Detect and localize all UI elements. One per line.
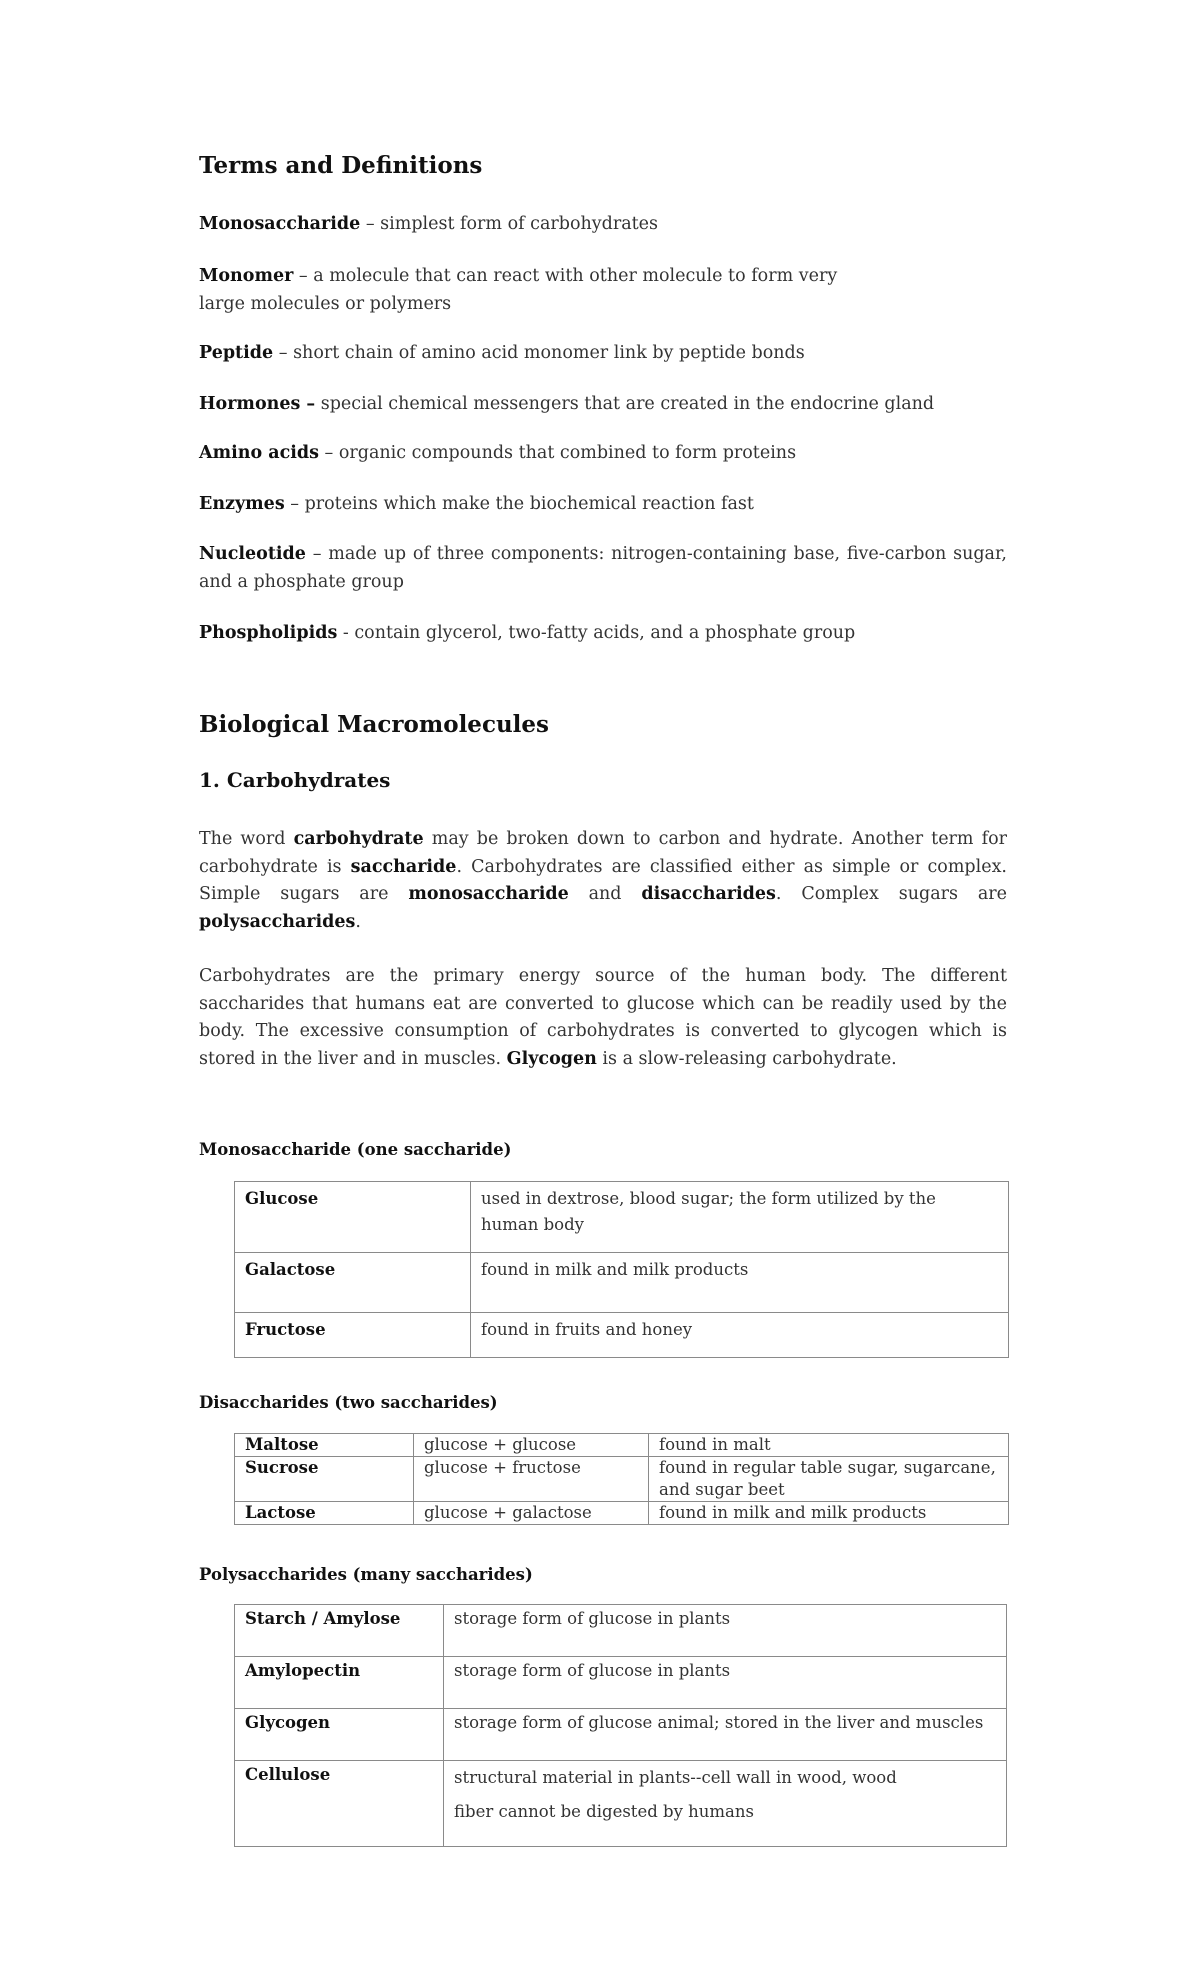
term-definition: organic compounds that combined to form proteins (338, 443, 797, 463)
polysaccharides-table (234, 1604, 1007, 1847)
term-definition: a molecule that can react with other molecule to form very (313, 266, 838, 286)
table-row (235, 1253, 1009, 1313)
table-row (235, 1457, 1009, 1502)
term-amino-acids (199, 439, 1007, 467)
paragraph-bold-term: monosaccharide (408, 884, 569, 904)
carbohydrate-paragraph-2 (199, 963, 1007, 1073)
paragraph-text: may be broken down to carbon and hydrate. Another term for carbohydrate is (199, 829, 1007, 877)
table-cell-name: Sucrose (235, 1457, 414, 1502)
table-row (235, 1605, 1007, 1657)
table-row (235, 1434, 1009, 1457)
table-cell-name: Lactose (235, 1502, 414, 1525)
table-cell-name: Glucose (235, 1182, 471, 1253)
table-cell-description: found in regular table sugar, sugarcane, and sugar beet (649, 1457, 1009, 1502)
term-separator: – (273, 343, 294, 363)
paragraph-bold-term: Glycogen (506, 1048, 597, 1069)
carbohydrate-paragraph-1 (199, 826, 1007, 936)
polysaccharides-caption: Polysaccharides (many saccharides) (199, 1565, 533, 1584)
disaccharides-caption: Disaccharides (two saccharides) (199, 1393, 498, 1412)
table-cell-name: Galactose (235, 1253, 471, 1313)
table-cell-description: storage form of glucose animal; stored in the liver and muscles (444, 1709, 1007, 1761)
table-cell-components: glucose + galactose (414, 1502, 649, 1525)
paragraph-text: is a slow-releasing carbohydrate. (596, 1048, 897, 1069)
table-cell-description: used in dextrose, blood sugar; the form utilized by the human body (471, 1182, 1009, 1253)
table-cell-description: found in malt (649, 1434, 1009, 1457)
paragraph-bold-term: carbohydrate (293, 829, 424, 849)
table-row (235, 1657, 1007, 1709)
term-hormones (199, 390, 1007, 418)
table-cell-name: Fructose (235, 1313, 471, 1358)
table-cell-name: Glycogen (235, 1709, 444, 1761)
paragraph-bold-term: disaccharides (641, 884, 776, 904)
table-cell-description (444, 1761, 1007, 1847)
term-separator: – (284, 494, 305, 514)
term-label: Monomer (199, 266, 294, 286)
table-row (235, 1313, 1009, 1358)
table-cell-description: found in milk and milk products (471, 1253, 1009, 1313)
table-row (235, 1502, 1009, 1525)
table-row (235, 1761, 1007, 1847)
table-cell-name: Starch / Amylose (235, 1605, 444, 1657)
macromolecules-heading: Biological Macromolecules (199, 711, 549, 738)
table-cell-description: storage form of glucose in plants (444, 1605, 1007, 1657)
term-label: Enzymes (199, 494, 285, 514)
carbohydrates-heading: 1. Carbohydrates (199, 768, 391, 792)
terms-heading: Terms and Definitions (199, 152, 483, 179)
disaccharides-table (234, 1433, 1009, 1525)
table-row (235, 1182, 1009, 1253)
term-label: Peptide (199, 343, 274, 363)
term-separator: – (293, 266, 314, 286)
term-nucleotide (199, 540, 1007, 596)
term-separator: – (305, 544, 329, 564)
paragraph-text: The word (199, 829, 294, 849)
table-cell-name: Amylopectin (235, 1657, 444, 1709)
term-monosaccharide (199, 210, 1007, 238)
table-cell-components: glucose + glucose (414, 1434, 649, 1457)
term-definition: made up of three components: nitrogen-containing base, five-carbon sugar, and a phosphate group (199, 544, 1007, 592)
paragraph-text: and (568, 884, 642, 904)
term-separator: - (337, 623, 355, 643)
term-separator: – (318, 443, 339, 463)
table-cell-description: storage form of glucose in plants (444, 1657, 1007, 1709)
term-definition: short chain of amino acid monomer link by peptide bonds (293, 343, 805, 363)
term-label: Hormones – (199, 394, 316, 414)
table-row (235, 1709, 1007, 1761)
term-separator: – (360, 214, 381, 234)
term-phospholipids (199, 619, 1007, 647)
paragraph-text: . Carbohydrates are classified either as simple or complex. Simple sugars are (199, 856, 1007, 904)
paragraph-bold-term: polysaccharides (199, 911, 356, 932)
table-cell-components: glucose + fructose (414, 1457, 649, 1502)
term-label: Nucleotide (199, 544, 306, 564)
monosaccharide-caption: Monosaccharide (one saccharide) (199, 1140, 512, 1159)
term-label: Amino acids (199, 443, 319, 463)
term-monomer (199, 262, 1007, 318)
table-cell-name: Cellulose (235, 1761, 444, 1847)
table-cell-description: found in fruits and honey (471, 1313, 1009, 1358)
term-definition: contain glycerol, two-fatty acids, and a phosphate group (354, 623, 856, 643)
paragraph-text: . (355, 911, 361, 932)
description-line-continued: fiber cannot be digested by humans (454, 1802, 754, 1821)
paragraph-text: Carbohydrates are the primary energy source of the human body. The different saccharides that humans eat are converted to glucose which can be readily used by the body. The excessive consumption of carbohydrates is converted to glycogen which is stored in the liver and in muscles. (199, 966, 1007, 1069)
paragraph-text: . Complex sugars are (775, 884, 1007, 904)
term-label: Phospholipids (199, 623, 338, 643)
description-line: structural material in plants--cell wall in wood, wood (454, 1768, 897, 1787)
table-cell-name: Maltose (235, 1434, 414, 1457)
term-definition: special chemical messengers that are created in the endocrine gland (320, 394, 935, 414)
term-label: Monosaccharide (199, 214, 361, 234)
term-definition: proteins which make the biochemical reaction fast (304, 494, 754, 514)
term-peptide (199, 339, 1007, 367)
paragraph-bold-term: saccharide (350, 856, 457, 877)
term-definition: simplest form of carbohydrates (380, 214, 659, 234)
table-cell-description: found in milk and milk products (649, 1502, 1009, 1525)
term-enzymes (199, 490, 1007, 518)
term-definition-continued: large molecules or polymers (199, 294, 452, 314)
monosaccharide-table (234, 1181, 1009, 1358)
